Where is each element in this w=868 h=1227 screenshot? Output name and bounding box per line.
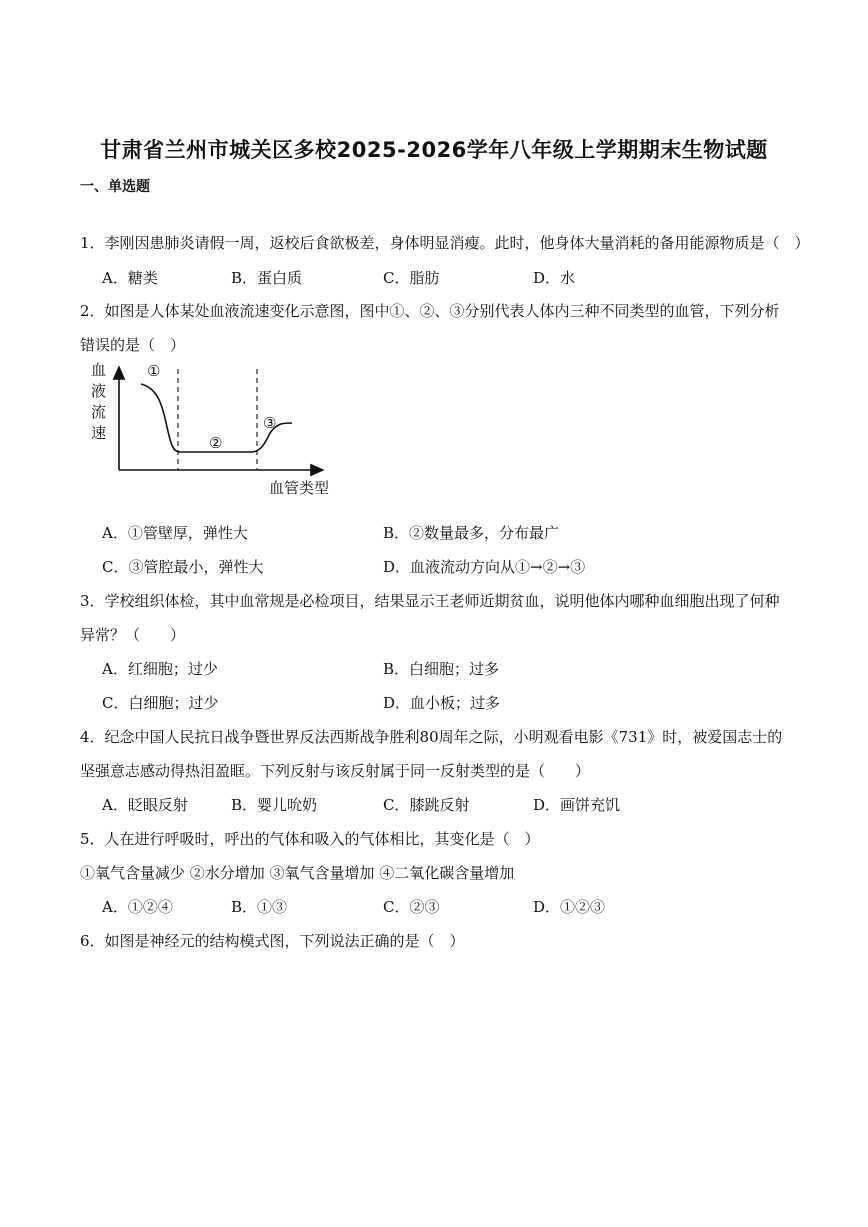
question-6-stem: 6．如图是神经元的结构模式图，下列说法正确的是（ ） <box>80 932 465 950</box>
question-1-option-b: B．蛋白质 <box>231 269 303 287</box>
question-4-option-a: A．眨眼反射 <box>102 796 188 814</box>
question-4-stem-line-2: 坚强意志感动得热泪盈眶。下列反射与该反射属于同一反射类型的是（ ） <box>80 762 591 780</box>
question-2-stem-line-1: 2．如图是人体某处血液流速变化示意图，图中①、②、③分别代表人体内三种不同类型的血管，下列分析 <box>80 302 780 320</box>
question-5-option-c: C．②③ <box>383 898 440 916</box>
question-2-option-b: B．②数量最多，分布最广 <box>383 524 560 542</box>
page-title: 甘肃省兰州市城关区多校2025-2026学年八年级上学期期末生物试题 <box>100 138 768 162</box>
question-5-option-b: B．①③ <box>231 898 288 916</box>
question-5-option-a: A．①②④ <box>102 898 173 916</box>
question-3-option-c: C．白细胞；过少 <box>102 694 219 712</box>
y-axis-label-char-4: 速 <box>91 424 107 442</box>
vessel-label-2: ② <box>209 434 223 452</box>
question-2-option-a: A．①管壁厚，弹性大 <box>102 524 248 542</box>
vessel-label-3: ③ <box>263 414 277 432</box>
question-5-statements: ①氧气含量减少 ②水分增加 ③氧气含量增加 ④二氧化碳含量增加 <box>80 864 515 882</box>
question-4-option-d: D．画饼充饥 <box>533 796 621 814</box>
question-3-stem-line-2: 异常？（ ） <box>80 626 186 644</box>
question-1-option-a: A．糖类 <box>102 269 158 287</box>
vessel-label-1: ① <box>147 362 161 380</box>
y-axis-label-char-1: 血 <box>91 361 107 379</box>
question-2-stem-line-2: 错误的是（ ） <box>80 336 186 354</box>
question-5-stem: 5．人在进行呼吸时，呼出的气体和吸入的气体相比，其变化是（ ） <box>80 830 540 848</box>
question-3-option-d: D．血小板；过多 <box>383 694 501 712</box>
y-axis-label-char-3: 流 <box>91 403 107 421</box>
blood-flow-speed-figure <box>85 355 345 505</box>
question-1-option-c: C．脂肪 <box>383 269 440 287</box>
question-4-option-c: C．膝跳反射 <box>383 796 470 814</box>
question-1-option-d: D．水 <box>533 269 576 287</box>
question-1-stem: 1．李刚因患肺炎请假一周，返校后食欲极差，身体明显消瘦。此时，他身体大量消耗的备用能源物质是（ ） <box>80 234 810 252</box>
question-3-option-b: B．白细胞；过多 <box>383 660 500 678</box>
x-axis-label: 血管类型 <box>269 479 330 497</box>
question-3-option-a: A．红细胞；过少 <box>102 660 218 678</box>
question-3-stem-line-1: 3．学校组织体检，其中血常规是必检项目，结果显示王老师近期贫血，说明他体内哪种血细胞出现了何种 <box>80 592 780 610</box>
question-2-option-d: D．血液流动方向从①→②→③ <box>383 558 586 576</box>
question-5-option-d: D．①②③ <box>533 898 606 916</box>
y-axis-label-char-2: 液 <box>91 382 107 400</box>
question-4-option-b: B．婴儿吮奶 <box>231 796 318 814</box>
section-heading: 一、单选题 <box>80 179 150 195</box>
question-2-option-c: C．③管腔最小，弹性大 <box>102 558 264 576</box>
question-4-stem-line-1: 4．纪念中国人民抗日战争暨世界反法西斯战争胜利80周年之际，小明观看电影《731》时，被爱国志士的 <box>80 728 783 746</box>
